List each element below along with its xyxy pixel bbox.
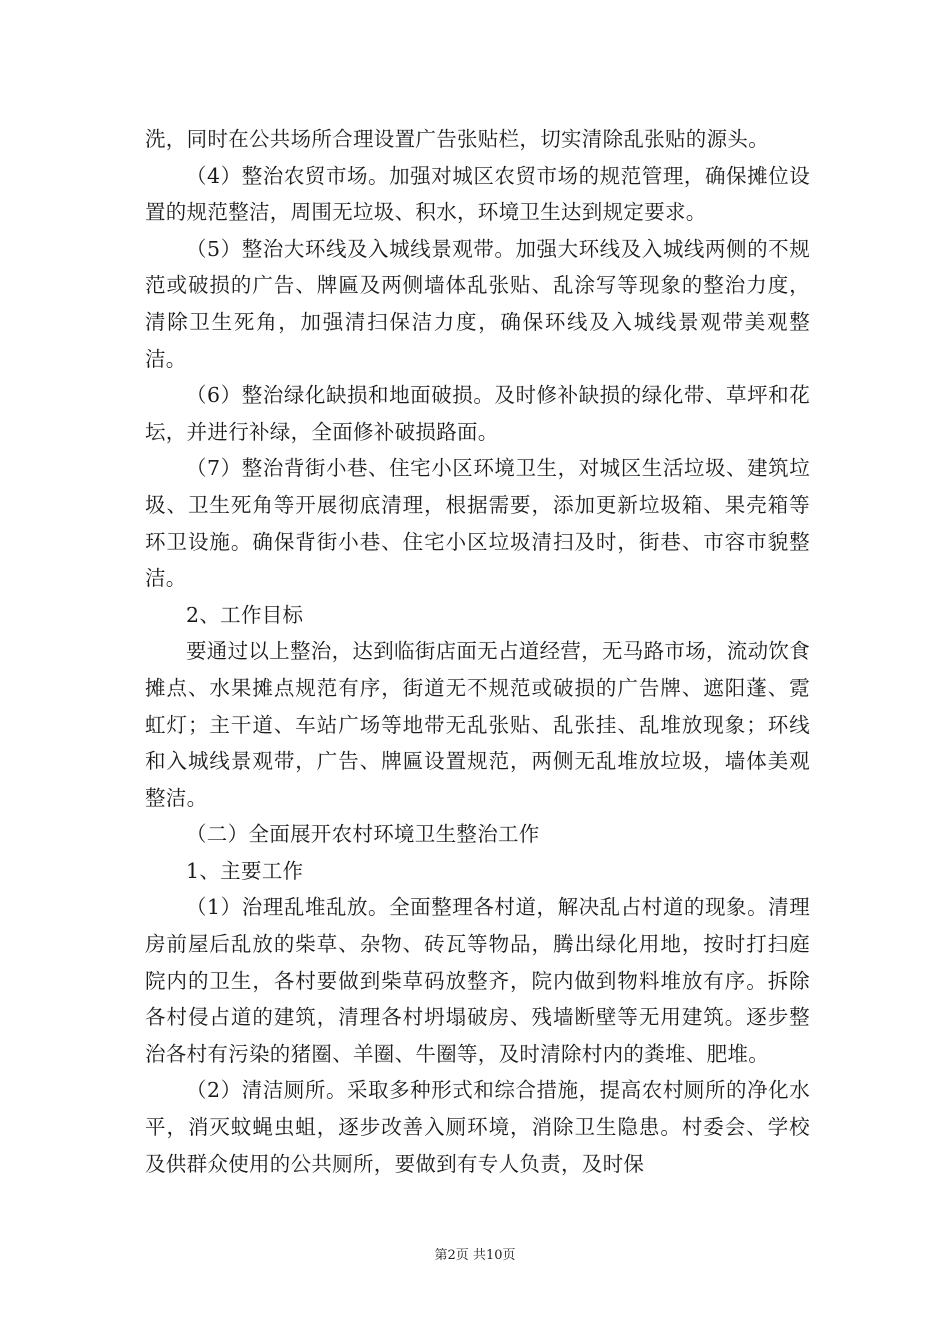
page-footer [0,1248,950,1264]
section-heading-work-goals: 2、工作目标 [186,602,304,627]
paragraph-5: （7）整治背街小巷、住宅小区环境卫生，对城区生活垃圾、建筑垃圾、卫生死角等开展彻底清理，根据需要，添加更新垃圾箱、果壳箱等环卫设施。确保背街小巷、住宅小区垃圾清扫及时，街巷、市容市貌整洁。 [145,456,810,591]
section-heading-rural: （二）全面展开农村环境卫生整治工作 [186,822,540,847]
footer-current-page: 2 [447,1248,456,1263]
paragraph-2: （4）整治农贸市场。加强对城区农贸市场的规范管理，确保摊位设置的规范整洁，周围无垃圾、积水，环境卫生达到规定要求。 [145,163,810,225]
footer-prefix: 第 [434,1248,448,1263]
footer-middle: 页 共 [455,1248,486,1263]
paragraph-3: （5）整治大环线及入城线景观带。加强大环线及入城线两侧的不规范或破损的广告、牌匾及两侧墙体乱张贴、乱涂写等现象的整治力度，清除卫生死角，加强清扫保洁力度，确保环线及入城线景观带美观整洁。 [145,236,810,371]
footer-total-pages: 10 [485,1248,503,1263]
paragraph-7: 要通过以上整治，达到临街店面无占道经营，无马路市场，流动饮食摊点、水果摊点规范有序，街道无不规范或破损的广告牌、遮阳蓬、霓虹灯；主干道、车站广场等地带无乱张贴、乱张挂、乱堆放现象；环线和入城线景观带，广告、牌匾设置规范，两侧无乱堆放垃圾，墙体美观整洁。 [145,639,810,810]
paragraph-10: （1）治理乱堆乱放。全面整理各村道，解决乱占村道的现象。清理房前屋后乱放的柴草、杂物、砖瓦等物品，腾出绿化用地，按时打扫庭院内的卫生，各村要做到柴草码放整齐，院内做到物料堆放有序。拆除各村侵占道的建筑，清理各村坍塌破房、残墙断壁等无用建筑。逐步整治各村有污染的猪圈、羊圈、牛圈等，及时清除村内的粪堆、肥堆。 [145,895,810,1066]
paragraph-1: 洗，同时在公共场所合理设置广告张贴栏，切实清除乱张贴的源头。 [145,127,769,151]
paragraph-11: （2）清洁厕所。采取多种形式和综合措施，提高农村厕所的净化水平，消灭蚊蝇虫蛆，逐步改善入厕环境，消除卫生隐患。村委会、学校及供群众使用的公共厕所，要做到有专人负责，及时保 [145,1078,810,1176]
paragraph-4: （6）整治绿化缺损和地面破损。及时修补缺损的绿化带、草坪和花坛，并进行补绿，全面修补破损路面。 [145,383,810,444]
body-text [145,121,810,1182]
section-heading-main-work: 1、主要工作 [186,858,304,883]
footer-suffix: 页 [502,1248,516,1263]
